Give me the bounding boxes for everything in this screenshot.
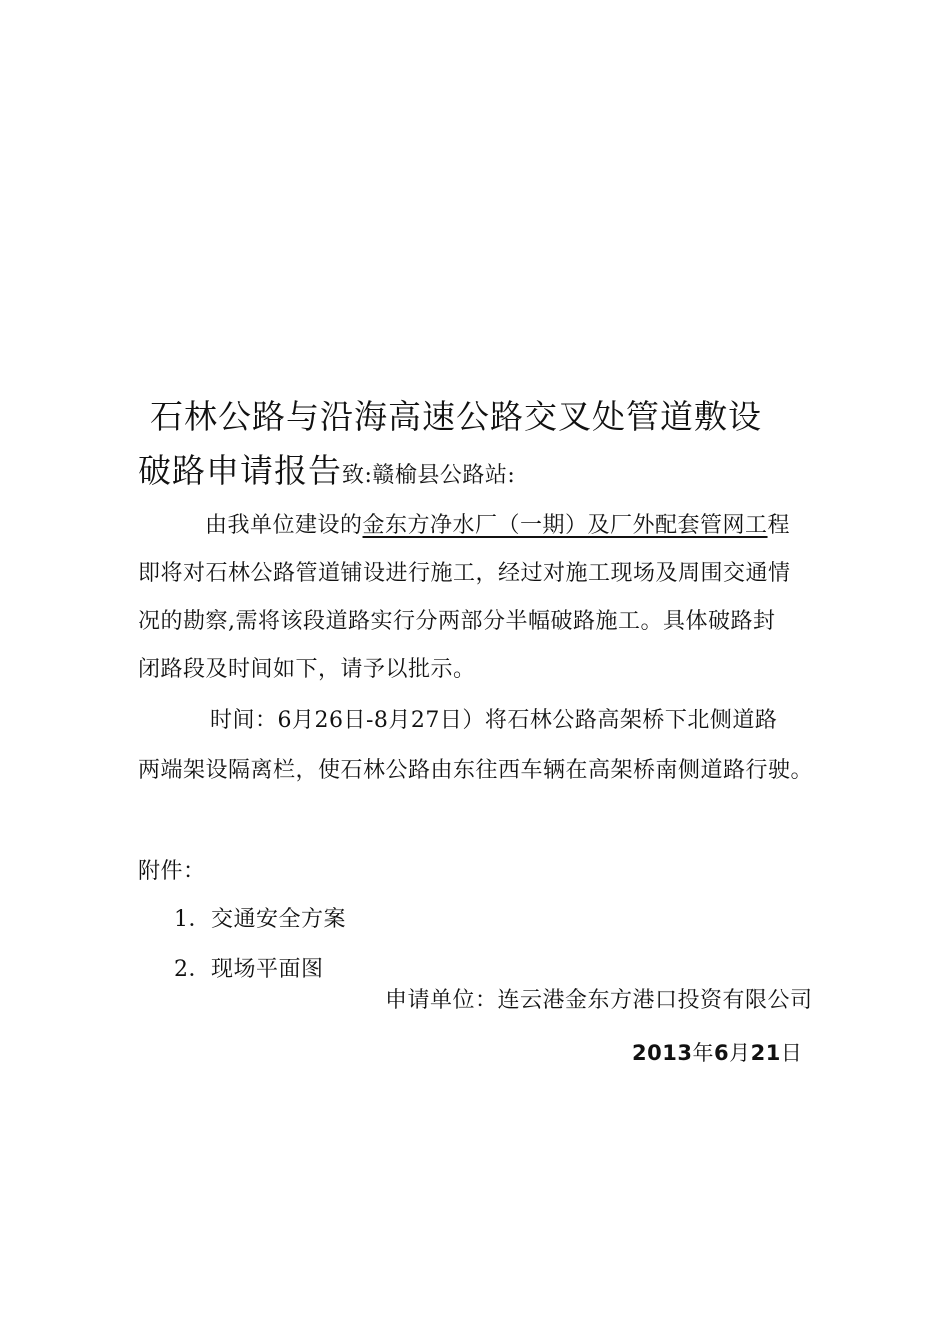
attachment-item: 2．现场平面图 bbox=[174, 957, 324, 982]
date-month: 6 bbox=[713, 1041, 730, 1065]
date-day-unit: 日 bbox=[780, 1041, 803, 1065]
applicant-unit: 申请单位：连云港金东方港口投资有限公司 bbox=[385, 988, 813, 1013]
attachments-label: 附件： bbox=[138, 859, 206, 884]
signature-date bbox=[632, 1038, 802, 1068]
project-name: 金东方净水厂（一期）及厂外配套管网工 bbox=[362, 513, 768, 538]
report-title-line-1: 石林公路与沿海高速公路交叉处管道敷设 bbox=[150, 397, 762, 436]
paragraph-1-line-3: 况的勘察,需将该段道路实行分两部分半幅破路施工。具体破路封 bbox=[138, 609, 776, 634]
paragraph-2-line-1: 时间：6月26日-8月27日）将石林公路高架桥下北侧道路 bbox=[210, 708, 778, 733]
date-day: 21 bbox=[750, 1041, 781, 1065]
paragraph-1-line-4: 闭路段及时间如下，请予以批示。 bbox=[138, 657, 476, 682]
paragraph-1-prefix: 由我单位建设的 bbox=[205, 513, 363, 538]
date-year-unit: 年 bbox=[692, 1041, 714, 1065]
attachment-item: 1．交通安全方案 bbox=[174, 907, 346, 932]
paragraph-1-line-1 bbox=[205, 511, 790, 541]
report-title-line-2: 破路申请报告 bbox=[138, 451, 342, 490]
paragraph-2-line-2: 两端架设隔离栏，使石林公路由东往西车辆在高架桥南侧道路行驶。 bbox=[138, 758, 814, 783]
paragraph-1-line-2: 即将对石林公路管道铺设进行施工，经过对施工现场及周围交通情 bbox=[138, 561, 791, 586]
title-addressee-row bbox=[138, 450, 515, 492]
date-year: 2013 bbox=[632, 1041, 693, 1065]
date-month-unit: 月 bbox=[729, 1041, 751, 1065]
addressee: 致:赣榆县公路站: bbox=[342, 463, 516, 488]
paragraph-1-suffix: 程 bbox=[767, 513, 791, 538]
